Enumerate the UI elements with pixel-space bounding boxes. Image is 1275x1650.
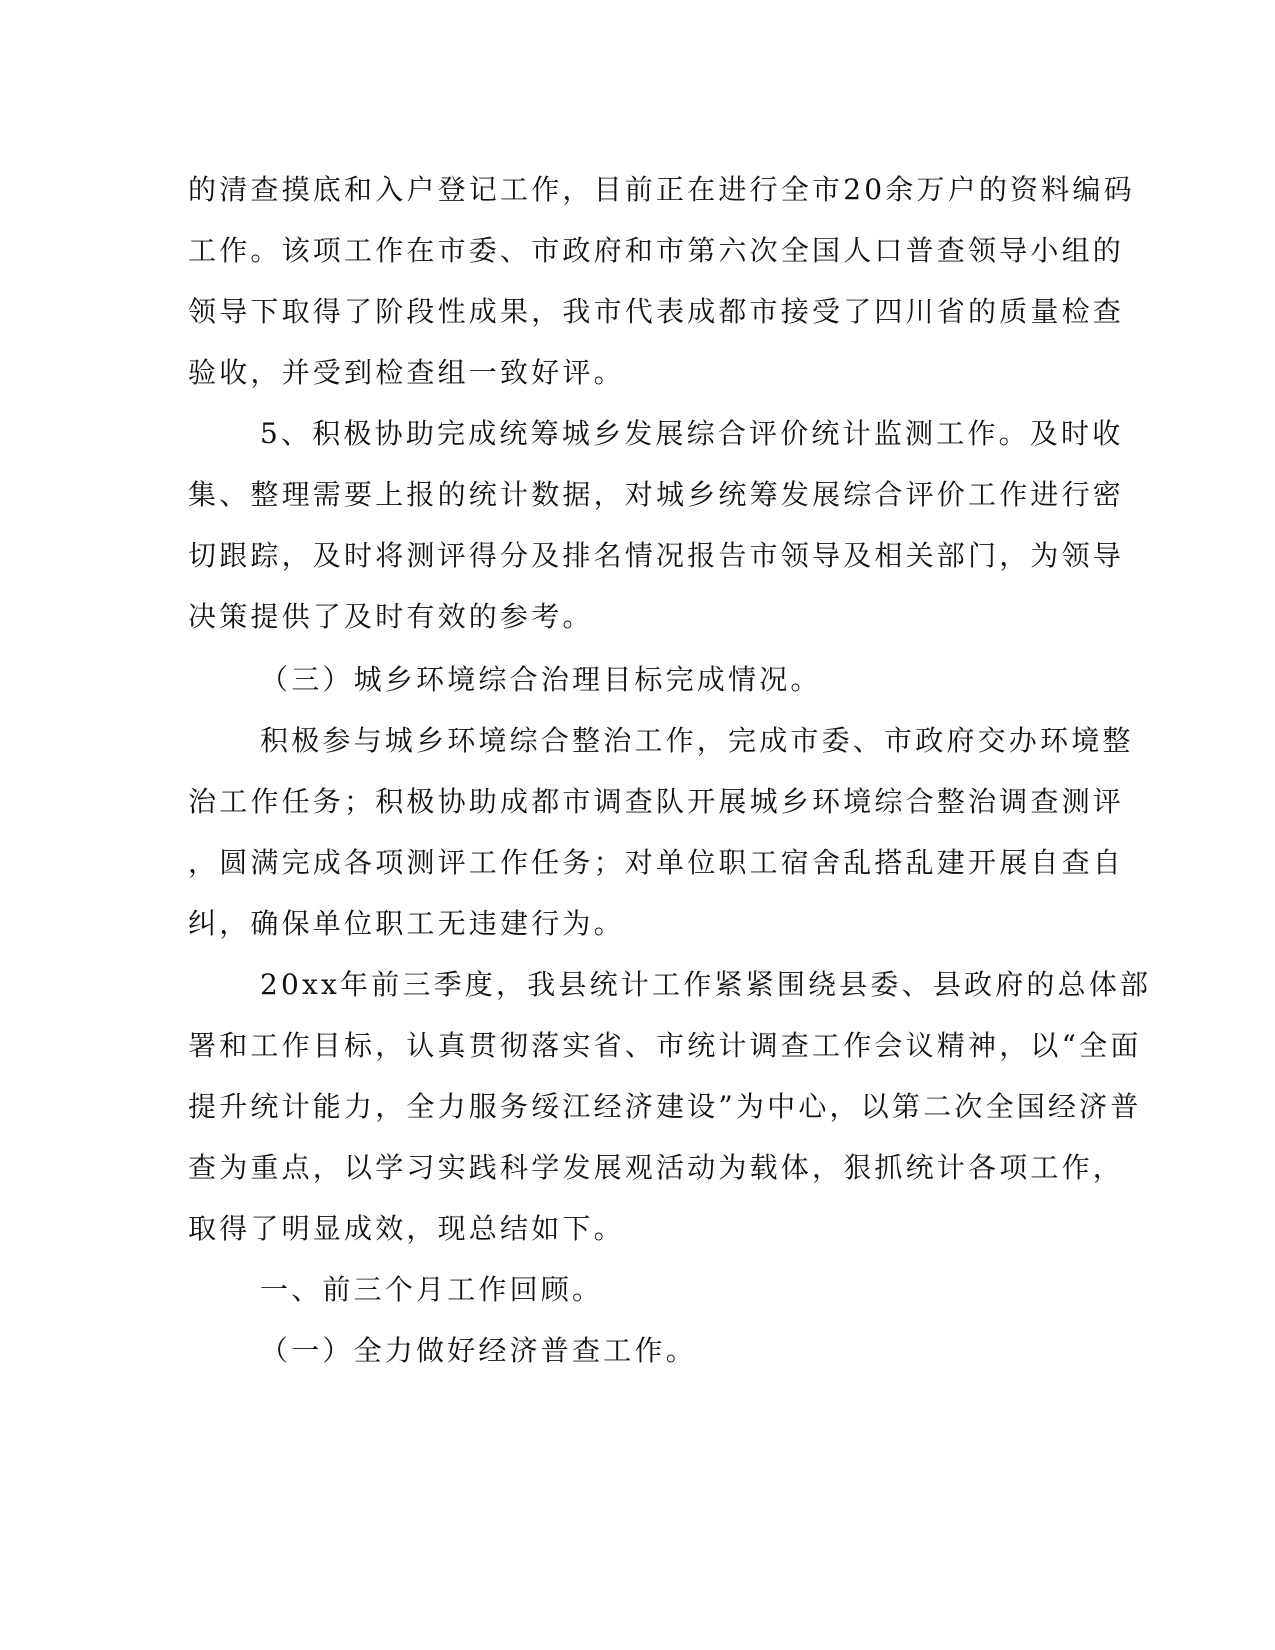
text-line: 治工作任务；积极协助成都市调查队开展城乡环境综合整治调查测评 bbox=[188, 785, 1125, 818]
section-heading: （一）全力做好经济普查工作。 bbox=[260, 1334, 697, 1367]
text-line: 切跟踪，及时将测评得分及排名情况报告市领导及相关部门，为领导 bbox=[188, 539, 1125, 572]
paragraph-start-line: 5、积极协助完成统筹城乡发展综合评价统计监测工作。及时收 bbox=[260, 417, 1124, 450]
text-line: 工作。该项工作在市委、市政府和市第六次全国人口普查领导小组的 bbox=[188, 234, 1125, 267]
paragraph-start-line: 20xx年前三季度，我县统计工作紧紧围绕县委、县政府的总体部 bbox=[260, 968, 1152, 1001]
text-line: ，圆满完成各项测评工作任务；对单位职工宿舍乱搭乱建开展自查自 bbox=[188, 846, 1125, 879]
paragraph-start-line: 积极参与城乡环境综合整治工作，完成市委、市政府交办环境整 bbox=[260, 724, 1134, 757]
section-heading: （三）城乡环境综合治理目标完成情况。 bbox=[260, 663, 822, 696]
text-line: 纠，确保单位职工无违建行为。 bbox=[188, 907, 625, 940]
text-line: 的清查摸底和入户登记工作，目前正在进行全市20余万户的资料编码 bbox=[188, 173, 1135, 206]
section-heading: 一、前三个月工作回顾。 bbox=[260, 1273, 604, 1306]
text-line: 集、整理需要上报的统计数据，对城乡统筹发展综合评价工作进行密 bbox=[188, 478, 1125, 511]
text-line: 领导下取得了阶段性成果，我市代表成都市接受了四川省的质量检查 bbox=[188, 295, 1125, 328]
text-line: 决策提供了及时有效的参考。 bbox=[188, 600, 594, 633]
text-line: 查为重点，以学习实践科学发展观活动为载体，狠抓统计各项工作， bbox=[188, 1151, 1125, 1184]
text-line: 取得了明显成效，现总结如下。 bbox=[188, 1212, 625, 1245]
text-line: 验收，并受到检查组一致好评。 bbox=[188, 356, 625, 389]
text-line: 署和工作目标，认真贯彻落实省、市统计调查工作会议精神，以“全面 bbox=[188, 1029, 1142, 1062]
text-line: 提升统计能力，全力服务绥江经济建设”为中心，以第二次全国经济普 bbox=[188, 1090, 1142, 1123]
